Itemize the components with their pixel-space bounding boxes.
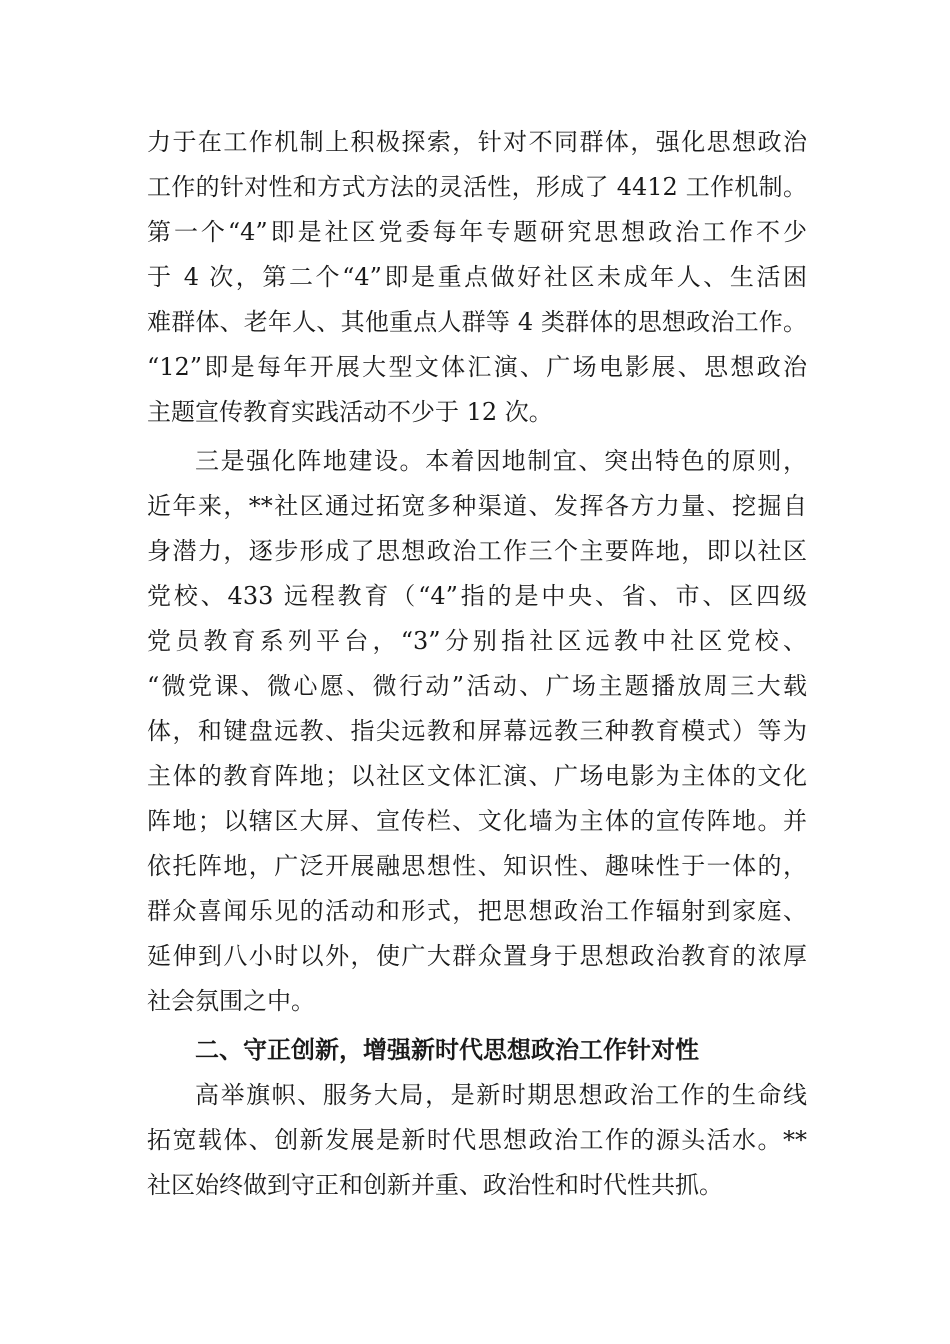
text-line: 群众喜闻乐见的活动和形式，把思想政治工作辐射到家庭、 xyxy=(147,897,807,925)
paragraph-innovation xyxy=(147,1073,807,1208)
text-line: 依托阵地，广泛开展融思想性、知识性、趣味性于一体的， xyxy=(147,852,807,880)
text-line: 近年来，**社区通过拓宽多种渠道、发挥各方力量、挖掘自 xyxy=(147,492,807,520)
text-line: 主题宣传教育实践活动不少于 12 次。 xyxy=(147,398,553,426)
text-line: “微党课、微心愿、微行动”活动、广场主题播放周三大载 xyxy=(147,672,807,700)
text-line: 延伸到八小时以外，使广大群众置身于思想政治教育的浓厚 xyxy=(147,942,807,970)
paragraph-position-building xyxy=(147,439,807,1024)
text-line: 难群体、老年人、其他重点人群等 4 类群体的思想政治工作。 xyxy=(147,308,807,336)
text-line: 第一个“4”即是社区党委每年专题研究思想政治工作不少 xyxy=(147,218,807,246)
text-line: 拓宽载体、创新发展是新时代思想政治工作的源头活水。** xyxy=(147,1126,807,1154)
document-page xyxy=(147,120,807,1208)
text-line: 社区始终做到守正和创新并重、政治性和时代性共抓。 xyxy=(147,1171,723,1199)
text-line: 三是强化阵地建设。本着因地制宜、突出特色的原则， xyxy=(195,447,807,475)
text-line: 社会氛围之中。 xyxy=(147,987,315,1015)
text-line: 党校、433 远程教育（“4”指的是中央、省、市、区四级 xyxy=(147,582,807,610)
text-line: 体，和键盘远教、指尖远教和屏幕远教三种教育模式）等为 xyxy=(147,717,807,745)
text-line: 身潜力，逐步形成了思想政治工作三个主要阵地，即以社区 xyxy=(147,537,807,565)
text-line: “12”即是每年开展大型文体汇演、广场电影展、思想政治 xyxy=(147,353,807,381)
text-line: 高举旗帜、服务大局，是新时期思想政治工作的生命线 xyxy=(195,1081,807,1109)
text-line: 主体的教育阵地；以社区文体汇演、广场电影为主体的文化 xyxy=(147,762,807,790)
text-line: 阵地；以辖区大屏、宣传栏、文化墙为主体的宣传阵地。并 xyxy=(147,807,807,835)
text-line: 党员教育系列平台，“3”分别指社区远教中社区党校、 xyxy=(147,627,807,655)
paragraph-work-mechanism xyxy=(147,120,807,435)
text-line: 工作的针对性和方式方法的灵活性，形成了 4412 工作机制。 xyxy=(147,173,807,201)
section-heading: 二、守正创新，增强新时代思想政治工作针对性 xyxy=(195,1036,699,1064)
text-line: 力于在工作机制上积极探索，针对不同群体，强化思想政治 xyxy=(147,128,807,156)
text-line: 于 4 次，第二个“4”即是重点做好社区未成年人、生活困 xyxy=(147,263,807,291)
